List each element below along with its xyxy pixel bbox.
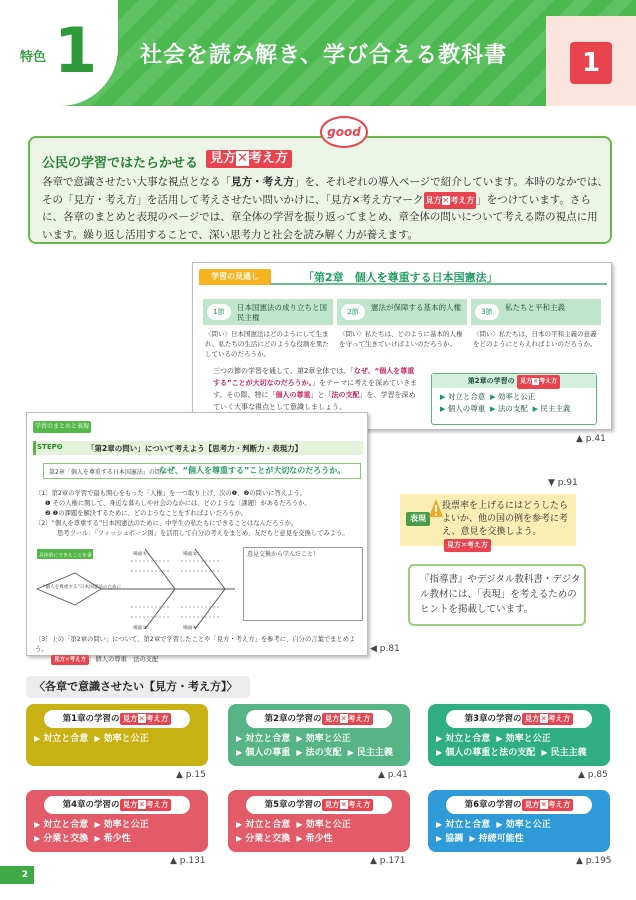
chapter-2-card [228,704,410,766]
overview-paragraph [213,365,421,413]
chapter-card-items [236,818,406,846]
triangle-icon: ▶ [490,405,496,413]
chapter-item-label: 持続可能性 [478,834,524,844]
page-number: 2 [0,866,34,884]
page-ref-p81: ◀ p.81 [370,644,400,654]
chapter-item [34,818,88,832]
inline-marker-x: ✕ [442,195,450,205]
chapter-item-label: 効率と公正 [103,734,149,744]
section-3-title: 私たちと平和主義 [505,303,565,312]
chapter-marker [522,799,574,811]
chapter-item-label: 効率と公正 [103,820,149,830]
page-title: 社会を読み解き、学び合える教科書 [140,43,508,68]
chapter-item-label: 個人の尊重と法の支配 [445,748,536,758]
chapter-card-head [446,710,592,728]
section-1-num: 1節 [207,304,231,320]
chapter-item [94,732,148,746]
para-a: 三つの節の学習を通して、第2章全体では、「 [213,367,354,375]
expression-label: 表現 [406,512,430,526]
chapter-item [296,746,341,760]
panel-item: 対立と合意 [447,392,486,401]
triangle-icon: ▶ [436,748,443,757]
chapter-marker-p1: 見方 [122,714,138,723]
panel-marker-p1: 見方 [520,378,533,385]
triangle-icon: ▶ [436,820,443,829]
intro-text-3: 」をつけています。さらに、各章のまとめと表現のページでは、章全体の学習を振り返ってまとめ、章全体の問いについて考える際の視点に用います。繰り返し活用することで、深い思考力と社会を読み解く力が養えます。 [42,193,598,241]
chapter-card-items [34,732,204,746]
panel-item: 民主主義 [540,404,571,413]
chapter-marker-p2: 考え方 [347,800,371,809]
chapter-item [348,746,393,760]
chapter-marker-p2: 考え方 [547,800,571,809]
step-title: 「第2章の問い」について考えよう【思考力・判断力・表現力】 [87,444,303,453]
summary-line: ❶ その人権に関して、身近な暮らしや社会のなかには、どのような〔課題〕があるだろうか。 [45,500,311,507]
chapter-marker-p1: 見方 [524,714,540,723]
fishbone-head-label: “個人を尊重する”日本国憲法のために [43,585,122,590]
triangle-icon: ▶ [296,820,303,829]
fishbone-scene-4: 場面④： [183,626,202,631]
chapter-marker [322,799,374,811]
chapter-item [436,732,490,746]
chapter-card-title: 第3章の学習の [464,714,522,724]
chapter-marker-x: ✕ [540,800,547,809]
panel-items [440,391,570,415]
triangle-icon: ▶ [469,834,476,843]
marker-part1: 見方 [210,151,237,166]
chapter-item [94,832,130,846]
triangle-icon: ▶ [541,748,548,757]
triangle-icon: ▶ [440,393,446,401]
chapter-item-label: 分業と交換 [245,834,291,844]
chapter-card-title: 第2章の学習の [264,714,322,724]
chapter-item-label: 対立と合意 [245,820,291,830]
triangle-icon: ▶ [94,834,101,843]
overview-title: 「第2章 個人を尊重する日本国憲法」 [303,271,498,284]
chapter-item [34,832,88,846]
triangle-icon: ▶ [34,734,41,743]
section-2-header [337,299,467,325]
chapter-item [236,818,290,832]
triangle-icon: ▶ [94,734,101,743]
para-highlight-2: 個人の尊重 [275,391,311,399]
chapter-item-label: 法の支配 [305,748,342,758]
marker-x: ✕ [237,151,248,166]
chapter-marker-p2: 考え方 [145,714,169,723]
page-header [0,0,636,106]
chapter-item-label: 対立と合意 [445,820,491,830]
chapter-marker [322,713,374,725]
marker-part2: 考え方 [248,151,288,166]
chapter-item [296,832,332,846]
teacher-guide-text: 『指導書』やデジタル教科書・デジタル教材には、「表現」を考えるためのヒントを掲載しています。 [420,574,581,615]
chapter-item-label: 協調 [445,834,464,844]
sample-page-summary [26,412,368,663]
chapter-3-card [428,704,610,766]
summary-body [35,489,361,539]
panel-marker-p2: 考え方 [539,378,558,385]
chapters-heading: 〈各章で意識させたい【見方・考え方】〉 [26,676,250,698]
chapter-item-label: 希少性 [103,834,131,844]
para-b: 」をテーマに考えを深めていきます。その際、特に「 [213,379,418,399]
page-ref-p41: ▲ p.41 [576,434,606,444]
chapter-card-items [436,818,606,846]
chapter-card-head [44,710,190,728]
chapter-marker-x: ✕ [340,800,347,809]
panel-item: 個人の尊重 [447,404,486,413]
triangle-icon: ▶ [436,734,443,743]
intro-box [28,125,612,244]
step-label: STEP❷ [37,443,63,451]
feature-label: 特色 [20,50,47,65]
chapter-4-card [26,790,208,852]
panel-marker-x: ✕ [533,378,539,385]
summary-foot-line: 〔3〕上の「第2章の問い」について、第2章で学習したことや「見方・考え方」を参考に、自分の言葉でまとめよう。 [35,636,356,653]
expression-marker: 見方✕考え方 [444,539,491,552]
question-label: 第2章「個人を尊重する日本国憲法」の問い [49,469,167,476]
good-bubble: good [320,116,368,148]
chapter-item-label: 効率と公正 [505,820,551,830]
chapter-3-ref: ▲ p.85 [578,770,608,780]
triangle-icon: ▶ [296,834,303,843]
triangle-icon: ▶ [34,820,41,829]
section-1-question: 〈問い〉日本国憲法はどのようにして生まれ、私たちの生活にどのような役割を果たしているのだろうか。 [205,330,329,358]
chapter-item [296,732,350,746]
chapter-item [496,818,550,832]
expression-body: 投票率を上げるにはどうしたらよいか、他の国の例を参考に考え、意見を交換しよう。 [442,501,569,537]
chapter-item [236,732,290,746]
chapter-card-head [44,796,190,814]
chapter-marker-x: ✕ [138,800,145,809]
panel-marker [517,375,560,389]
section-2-title: 憲法が保障する基本的人権 [371,303,461,312]
fishbone-label-1: 具体的にできることを書く [39,553,97,559]
chapter-card-title: 第6章の学習の [464,800,522,810]
chapter-item [436,818,490,832]
triangle-icon: ▶ [236,734,243,743]
chapter-4-ref: ▲ p.131 [170,856,206,866]
chapter-marker-p1: 見方 [324,714,340,723]
expression-text [442,500,574,552]
intro-body [42,174,608,244]
chapter-marker-p1: 見方 [324,800,340,809]
summary-line: ❷ ❶の課題を解決するために、どのようなことをすればよいだろうか。 [45,510,248,517]
chapter-item [469,832,523,846]
section-2-num: 2節 [341,304,365,320]
triangle-icon: ▶ [347,748,354,757]
chapter-card-items [436,732,606,760]
para-highlight-1: なぜ、“個人を尊重する”ことが大切なのだろうか。 [213,367,415,387]
chapter-marker-p1: 見方 [122,800,138,809]
chapter-card-title: 第4章の学習の [62,800,120,810]
chapter-marker [522,713,574,725]
chapter-item-label: 民主主義 [356,748,393,758]
chapter-item-label: 分業と交換 [43,834,89,844]
intro-text-2: 」を、それぞれの導入ページで紹介しています。本時のなかでは、その「見方・考え方」を活用して考えさせたい問いかけに、「見方×考え方マーク [42,176,608,206]
triangle-icon: ▶ [490,393,496,401]
chapter-1-card [26,704,208,766]
chapter-5-ref: ▲ p.171 [370,856,406,866]
chapter-item-label: 希少性 [305,834,333,844]
foot-marker: 見方✕考え方 [51,655,89,665]
chapter-item-label: 効率と公正 [305,734,351,744]
section-3-num: 3節 [475,304,499,320]
intro-title: 公民の学習ではたらかせる [42,156,199,171]
inline-marker [424,192,477,210]
intro-bold-1: 見方・考え方 [231,176,294,188]
overview-viewpoint-panel [431,373,597,425]
chapter-marker-p1: 見方 [524,800,540,809]
chapter-item-label: 個人の尊重 [245,748,291,758]
page-badge: 1 [570,42,612,84]
triangle-icon: ▶ [236,748,243,757]
inline-marker-part2: 考え方 [450,195,475,205]
triangle-icon: ▶ [94,820,101,829]
chapter-5-card [228,790,410,852]
chapter-item-label: 対立と合意 [445,734,491,744]
triangle-icon: ▶ [532,405,539,413]
para-c: 」と「 [310,391,332,399]
chapter-card-head [246,710,392,728]
chapter-card-items [236,732,406,760]
panel-item: 法の支配 [497,404,528,413]
para-d: 」を、学習を深めていく大事な視点として意識しましょう。 [213,391,416,411]
section-1-header [203,299,333,325]
mikata-marker [206,150,292,168]
chapter-item-label: 対立と合意 [43,734,89,744]
chapter-item-label: 効率と公正 [505,734,551,744]
panel-head [432,374,596,388]
chapter-marker-x: ✕ [138,714,145,723]
triangle-icon: ▶ [496,820,503,829]
chapter-2-ref: ▲ p.41 [378,770,408,780]
summary-line: 思考ツール：「フィッシュボーン図」を活用して自分の考えをまとめ、友だちと意見を交換してみよう。 [57,530,349,537]
chapter-item-label: 民主主義 [550,748,587,758]
triangle-icon: ▶ [34,834,41,843]
chapter-marker [120,713,172,725]
fishbone-scene-2: 場面②： [183,552,202,557]
triangle-icon: ▶ [496,734,503,743]
chapter-marker-p2: 考え方 [347,714,371,723]
fishbone-scene-1: 場面①： [133,552,152,557]
chapter-item [236,832,290,846]
page-ref-p91: ▼ p.91 [548,478,578,488]
chapter-6-ref: ▲ p.195 [576,856,612,866]
foot-text: ：個人の尊重 法の支配 [89,656,159,663]
summary-line: 〔2〕“個人を尊重する”日本国憲法のために、中学生の私たちにできることはなんだろうか。 [35,520,298,527]
chapter-card-head [246,796,392,814]
overview-tag: 学習の見通し [199,269,271,285]
triangle-icon: ▶ [436,834,443,843]
chapter-marker [120,799,172,811]
panel-head-text: 第2章の学習の [467,377,515,385]
fishbone-diagram [35,543,241,635]
chapter-6-card [428,790,610,852]
triangle-icon: ▶ [296,734,303,743]
triangle-icon: ▶ [236,834,243,843]
chapter-item-label: 対立と合意 [245,734,291,744]
intro-text-1: 各章で意識させたい大事な視点となる「 [42,176,231,188]
opinion-label: 意見交換から学んだこと！ [247,551,320,558]
chapter-marker-p2: 考え方 [547,714,571,723]
chapter-card-title: 第1章の学習の [62,714,120,724]
inline-marker-part1: 見方 [425,195,442,205]
chapter-card-head [446,796,592,814]
panel-item: 効率と公正 [497,392,536,401]
triangle-icon: ▶ [440,405,446,413]
section-2-question: 〈問い〉私たちは、どのように基本的人権を守って生きていけばよいのだろうか。 [339,330,463,348]
triangle-icon: ▶ [236,820,243,829]
chapter-marker-p2: 考え方 [145,800,169,809]
chapter-item [496,732,550,746]
summary-line: 〔1〕第2章の学習で最も関心をもった「人権」を一つ取り上げ、次の❶、❷の問いに答えよう。 [35,490,306,497]
feature-number: 1 [54,14,98,87]
chapter-item-label: 効率と公正 [305,820,351,830]
chapter-item [541,746,586,760]
section-3-header [471,299,601,325]
summary-tag: 学習のまとめと表現 [33,421,91,433]
section-1-title: 日本国憲法の成り立ちと国民主権 [237,303,327,322]
sample-page-overview [192,262,612,430]
chapter-card-title: 第5章の学習の [264,800,322,810]
chapter-marker-x: ✕ [340,714,347,723]
chapter-item [296,818,350,832]
chapter-item [436,832,463,846]
fishbone-scene-3: 場面③： [133,626,152,631]
chapter-item-label: 対立と合意 [43,820,89,830]
chapter-card-items [34,818,204,846]
summary-footer [35,635,361,665]
expression-callout [400,494,576,549]
chapter-item [436,746,535,760]
chapter-marker-x: ✕ [540,714,547,723]
chapter-item [94,818,148,832]
chapter-1-ref: ▲ p.15 [176,770,206,780]
chapter-item [236,746,290,760]
chapter-item [34,732,88,746]
feature-tab [0,0,118,106]
opinion-box [243,547,363,621]
triangle-icon: ▶ [296,748,303,757]
para-highlight-3: 法の支配 [331,391,360,399]
section-3-question: 〈問い〉私たちは、日本の平和主義の意義をどのようにとらえればよいのだろうか。 [473,330,597,348]
chapter-question: なぜ、“個人を尊重する”ことが大切なのだろうか。 [159,466,346,475]
